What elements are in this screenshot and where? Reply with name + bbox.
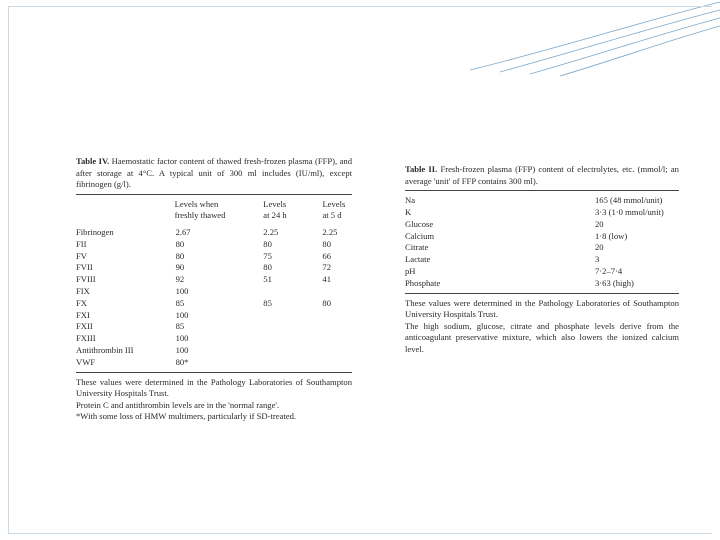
- top-right-swoosh-4: [560, 26, 720, 76]
- table-cell: 100: [175, 309, 189, 320]
- table-note: *With some loss of HMW multimers, particularly if SD-treated.: [76, 411, 297, 422]
- table-cell: 41: [322, 274, 332, 285]
- table-cell: Na: [405, 195, 416, 206]
- table-cell: 2.25: [263, 226, 279, 237]
- table-cell: 92: [175, 274, 185, 285]
- table-ii-notes: [405, 298, 679, 356]
- table-row: [405, 242, 679, 254]
- table-cell: FXI: [76, 309, 90, 320]
- table-cell: Fibrinogen: [76, 226, 114, 237]
- table-row: [405, 195, 679, 207]
- table-ii-top-rule: [405, 190, 679, 191]
- table-cell: FX: [76, 297, 87, 308]
- table-cell: [322, 333, 352, 345]
- table-cell: [263, 321, 322, 333]
- table-cell: FXIII: [76, 333, 96, 344]
- table-row: [405, 219, 679, 231]
- table-note: These values were determined in the Pathology Laboratories of Southampton University Hospitals Trust.: [76, 376, 352, 399]
- table-cell: 90: [175, 262, 185, 273]
- table-cell: 72: [322, 262, 332, 273]
- table-iv-header-row: [76, 199, 352, 222]
- table-cell: [263, 333, 322, 345]
- table-note: These values were determined in the Pathology Laboratories of Southampton University Hospitals Trust.: [405, 297, 679, 320]
- slide-border-bottom: [8, 533, 712, 534]
- table-cell: 80: [263, 262, 272, 273]
- table-cell: 80: [263, 238, 272, 249]
- table-row: [76, 321, 352, 333]
- table-cell: [263, 357, 322, 369]
- table-cell: Citrate: [405, 242, 429, 253]
- table-cell: [263, 310, 322, 322]
- table-iv: [76, 156, 352, 423]
- table-row: [76, 262, 352, 274]
- table-row: [76, 298, 352, 310]
- table-cell: 2.67: [175, 226, 191, 237]
- table-iv-header-cell: Levels at 24 h: [263, 198, 287, 221]
- table-iv-caption-text: Haemostatic factor content of thawed fresh-frozen plasma (FFP), and after storage at 4°C. A typical unit of 300 ml includes (IU/ml), except fibrinogen (g/l).: [76, 156, 352, 190]
- table-note: The high sodium, glucose, citrate and phosphate levels derive from the anticoagulant preservative mixture, which also lowers the ionized calcium level.: [405, 320, 679, 354]
- table-cell: FXII: [76, 321, 93, 332]
- table-cell: 75: [263, 250, 272, 261]
- table-iv-caption-label: Table IV.: [76, 156, 110, 166]
- table-cell: 3: [595, 254, 600, 265]
- table-cell: [322, 310, 352, 322]
- table-cell: 51: [263, 274, 272, 285]
- table-cell: pH: [405, 265, 416, 276]
- table-cell: FV: [76, 250, 87, 261]
- table-ii-bottom-rule: [405, 293, 679, 294]
- table-cell: 100: [175, 344, 189, 355]
- table-row: [405, 266, 679, 278]
- table-row: [76, 310, 352, 322]
- table-ii-caption-text: Fresh-frozen plasma (FFP) content of electrolytes, etc. (mmol/l; an average 'unit' of FFP contains 300 ml).: [405, 164, 679, 186]
- table-cell: 3·3 (1·0 mmol/unit): [595, 206, 664, 217]
- table-iv-bottom-rule: [76, 372, 352, 373]
- table-iv-body: [76, 227, 352, 369]
- table-row: [76, 227, 352, 239]
- table-row: [76, 239, 352, 251]
- table-cell: FVII: [76, 262, 93, 273]
- table-cell: 100: [175, 285, 189, 296]
- table-row: [405, 231, 679, 243]
- table-cell: 80: [175, 238, 185, 249]
- table-row: [76, 357, 352, 369]
- table-cell: [263, 286, 322, 298]
- table-ii-caption-label: Table II.: [405, 164, 438, 174]
- table-row: [76, 274, 352, 286]
- top-right-swoosh-3: [530, 18, 720, 74]
- table-iv-header-cell: Levels at 5 d: [322, 198, 346, 221]
- table-row: [405, 278, 679, 290]
- table-cell: FVIII: [76, 274, 96, 285]
- slide-border-top: [8, 6, 712, 7]
- table-cell: K: [405, 206, 412, 217]
- table-cell: [322, 286, 352, 298]
- table-cell: 66: [322, 250, 332, 261]
- table-cell: [322, 357, 352, 369]
- table-iv-header-cell: [76, 199, 175, 222]
- table-iv-caption: [76, 156, 352, 191]
- table-cell: 3·63 (high): [595, 277, 634, 288]
- table-ii-body: [405, 195, 679, 289]
- table-cell: Calcium: [405, 230, 435, 241]
- top-right-swoosh-1: [470, 2, 720, 70]
- table-cell: [322, 321, 352, 333]
- table-cell: 20: [595, 218, 604, 229]
- table-cell: 20: [595, 242, 604, 253]
- table-cell: Phosphate: [405, 277, 441, 288]
- table-cell: 85: [263, 297, 272, 308]
- table-note: Protein C and antithrombin levels are in the 'normal range'.: [76, 399, 280, 410]
- table-row: [76, 333, 352, 345]
- table-row: [76, 286, 352, 298]
- table-cell: 85: [175, 321, 185, 332]
- table-cell: 80: [322, 238, 332, 249]
- table-cell: [263, 345, 322, 357]
- table-iv-top-rule: [76, 194, 352, 195]
- table-cell: 80*: [175, 356, 189, 367]
- table-row: [405, 207, 679, 219]
- table-row: [76, 345, 352, 357]
- table-cell: Glucose: [405, 218, 434, 229]
- table-cell: 80: [322, 297, 332, 308]
- table-cell: Lactate: [405, 254, 431, 265]
- table-cell: Antithrombin III: [76, 344, 134, 355]
- table-cell: 1·8 (low): [595, 230, 628, 241]
- table-cell: [322, 345, 352, 357]
- table-cell: FIX: [76, 285, 90, 296]
- table-cell: 85: [175, 297, 185, 308]
- top-right-swoosh-2: [500, 10, 720, 72]
- table-row: [405, 254, 679, 266]
- table-cell: 100: [175, 333, 189, 344]
- table-cell: FII: [76, 238, 87, 249]
- slide-border-left: [8, 6, 9, 534]
- table-ii: [405, 164, 679, 356]
- table-cell: 7·2–7·4: [595, 265, 623, 276]
- table-cell: 80: [175, 250, 185, 261]
- table-iv-header-cell: Levels when freshly thawed: [174, 198, 226, 221]
- table-ii-caption: [405, 164, 679, 187]
- table-cell: VWF: [76, 356, 96, 367]
- table-iv-notes: [76, 377, 352, 423]
- table-cell: 165 (48 mmol/unit): [595, 195, 663, 206]
- table-cell: 2.25: [322, 226, 338, 237]
- table-row: [76, 251, 352, 263]
